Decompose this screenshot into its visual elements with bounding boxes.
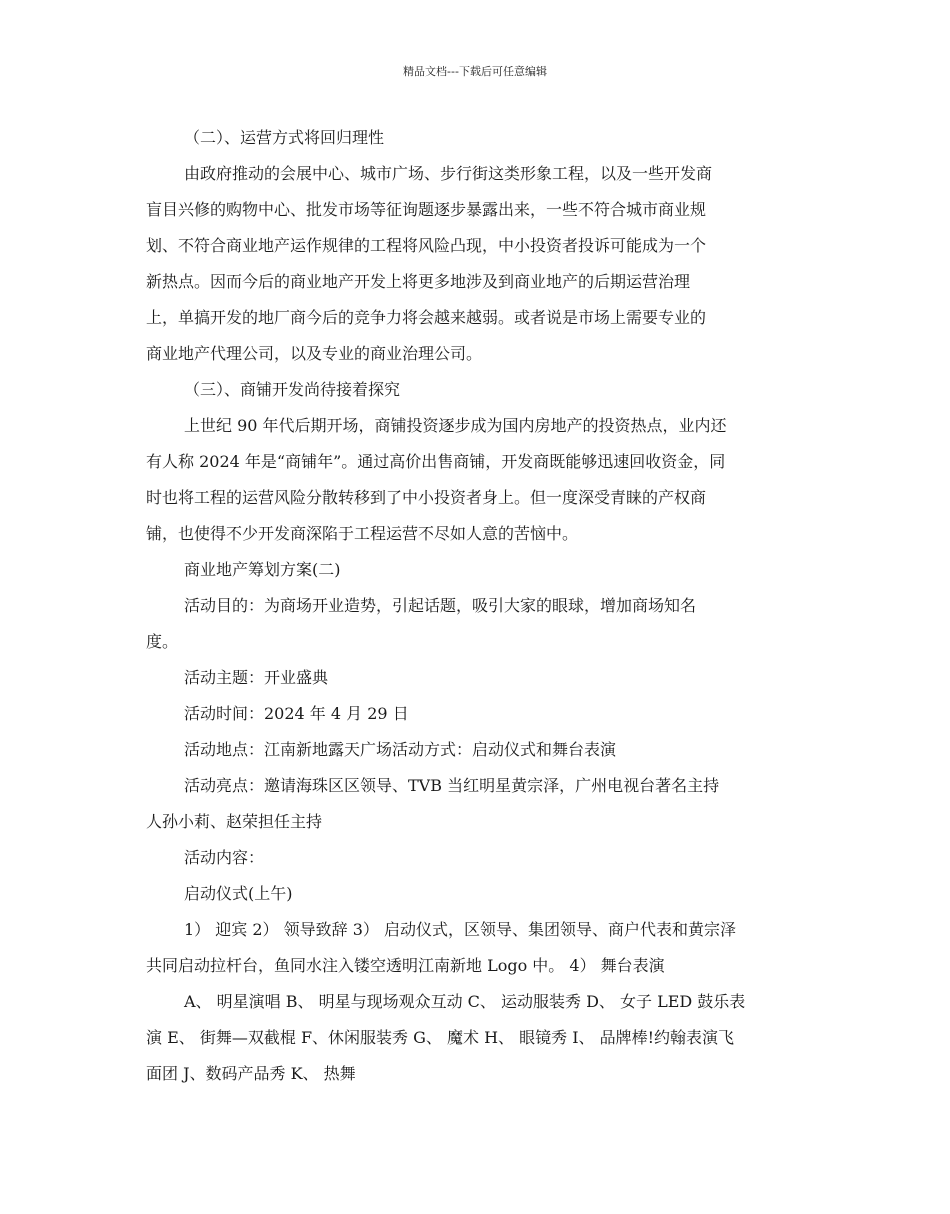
text-line: 新热点。因而今后的商业地产开发上将更多地涉及到商业地产的后期运营治理 [146,272,691,291]
paragraph [146,408,808,552]
text-line: 商业地产筹划方案(二) [184,560,341,579]
text-line: 启动仪式(上午) [184,884,293,903]
text-line: 盲目兴修的购物中心、批发市场等征询题逐步暴露出来，一些不符合城市商业规 [146,200,707,219]
text-line: 活动内容： [184,848,265,867]
text-line: 时也将工程的运营风险分散转移到了中小投资者身上。但一度深受青睐的产权商 [146,488,707,507]
paragraph [146,768,808,840]
paragraph [146,912,808,984]
text-line: 活动地点：江南新地露天广场活动方式：启动仪式和舞台表演 [184,740,617,759]
paragraph [146,732,808,768]
section-heading [146,120,808,156]
paragraph [146,876,808,912]
text-line: 度。 [146,632,179,651]
text-line: 上，单搞开发的地厂商今后的竞争力将会越来越弱。或者说是市场上需要专业的 [146,308,707,327]
text-line: 划、不符合商业地产运作规律的工程将风险凸现，中小投资者投诉可能成为一个 [146,236,707,255]
text-line: 商业地产代理公司，以及专业的商业治理公司。 [146,344,483,363]
document-body [146,120,808,1092]
page-header: 精品文档---下载后可任意编辑 [403,65,547,78]
text-line: 面团 J、数码产品秀 K、 热舞 [146,1064,356,1083]
text-line: 活动亮点：邀请海珠区区领导、TVB 当红明星黄宗泽，广州电视台著名主持 [184,776,720,795]
text-line: 活动主题：开业盛典 [184,668,329,687]
text-line: 演 E、 街舞—双截棍 F、休闲服装秀 G、 魔术 H、 眼镜秀 I、 品牌棒!约翰表演飞 [146,1028,735,1047]
text-line: 有人称 2024 年是“商铺年”。通过高价出售商铺，开发商既能够迅速回收资金，同 [146,452,726,471]
text-line: 由政府推动的会展中心、城市广场、步行街这类形象工程，以及一些开发商 [184,164,713,183]
text-line: 上世纪 90 年代后期开场，商铺投资逐步成为国内房地产的投资热点，业内还 [184,416,727,435]
text-line: 活动目的：为商场开业造势，引起话题，吸引大家的眼球，增加商场知名 [184,596,697,615]
text-line: 活动时间：2024 年 4 月 29 日 [184,704,409,723]
paragraph [146,660,808,696]
text-line: 人孙小莉、赵荣担任主持 [146,812,323,831]
section-heading [146,552,808,588]
text-line: 共同启动拉杆台，鱼同水注入镂空透明江南新地 Logo 中。 4） 舞台表演 [146,956,665,975]
text-line: 1） 迎宾 2） 领导致辞 3） 启动仪式，区领导、集团领导、商户代表和黄宗泽 [184,920,736,939]
text-line: A、 明星演唱 B、 明星与现场观众互动 C、 运动服装秀 D、 女子 LED 鼓乐表 [184,992,746,1011]
paragraph [146,588,808,660]
section-heading [146,372,808,408]
paragraph [146,696,808,732]
paragraph [146,840,808,876]
text-line: 铺，也使得不少开发商深陷于工程运营不尽如人意的苦恼中。 [146,524,579,543]
text-line: （三）、商铺开发尚待接着探究 [184,380,401,399]
paragraph [146,984,808,1092]
text-line: （二）、运营方式将回归理性 [184,128,385,147]
paragraph [146,156,808,372]
